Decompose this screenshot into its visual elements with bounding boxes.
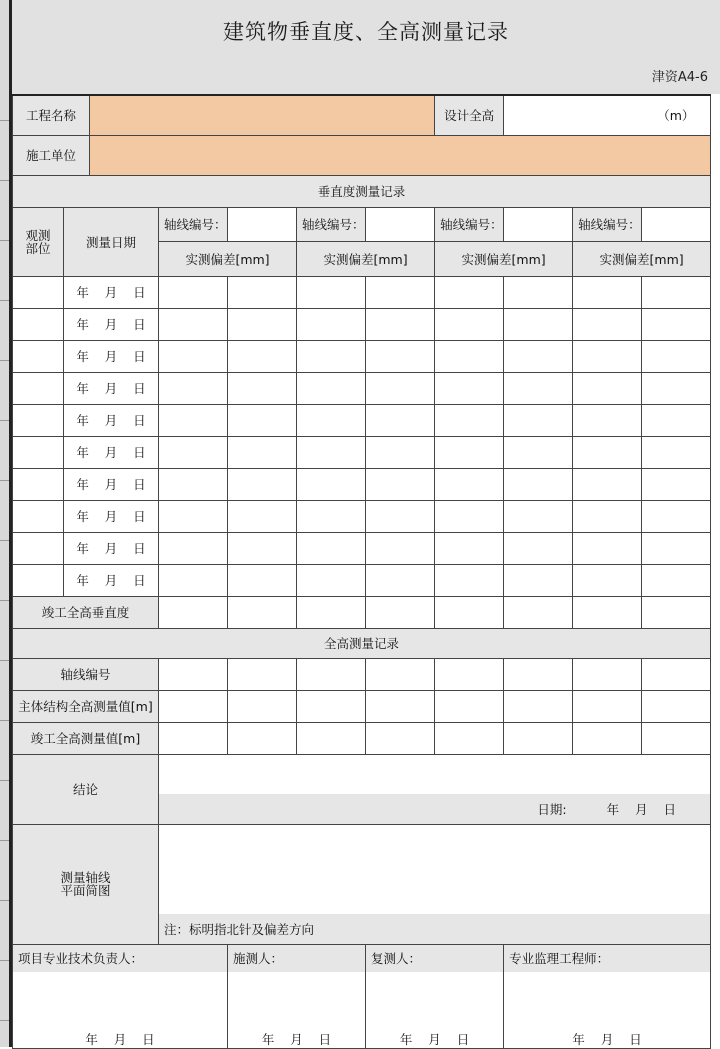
value-cell[interactable] <box>642 436 711 468</box>
value-cell[interactable] <box>642 722 711 754</box>
value-cell[interactable] <box>228 564 297 596</box>
value-cell[interactable] <box>297 308 366 340</box>
date-cell[interactable]: 年 月 日 <box>64 276 159 308</box>
observe-part-cell[interactable] <box>13 276 64 308</box>
value-cell[interactable] <box>642 564 711 596</box>
verticality-section-title: 垂直度测量记录 <box>13 175 711 207</box>
sign-tech-lead-label: 项目专业技术负责人： <box>13 944 228 972</box>
conclusion-label: 结论 <box>13 754 159 824</box>
completion-height-label: 竣工全高测量值[m] <box>13 722 159 754</box>
value-cell[interactable] <box>159 372 228 404</box>
value-cell[interactable] <box>435 308 504 340</box>
observe-part-cell[interactable] <box>13 468 64 500</box>
value-cell[interactable] <box>228 500 297 532</box>
value-cell[interactable] <box>573 722 642 754</box>
value-cell[interactable] <box>159 468 228 500</box>
conclusion-input[interactable] <box>159 754 711 794</box>
value-cell[interactable] <box>228 722 297 754</box>
date-cell[interactable]: 年 月 日 <box>64 436 159 468</box>
measurement-form <box>12 94 711 1049</box>
value-cell[interactable] <box>642 500 711 532</box>
value-cell[interactable] <box>366 308 435 340</box>
value-cell[interactable] <box>435 532 504 564</box>
value-cell[interactable] <box>159 532 228 564</box>
value-cell[interactable] <box>435 404 504 436</box>
axis-no-label-4: 轴线编号： <box>573 207 642 241</box>
value-cell[interactable] <box>435 564 504 596</box>
value-cell[interactable] <box>228 690 297 722</box>
sign-reviewer-label: 复测人： <box>366 944 504 972</box>
value-cell[interactable] <box>504 276 573 308</box>
measure-date-label: 测量日期 <box>64 207 159 276</box>
design-height-unit: （m） <box>642 95 711 135</box>
design-height-label: 设计全高 <box>435 95 504 135</box>
table-row <box>13 436 711 468</box>
value-cell[interactable] <box>573 372 642 404</box>
value-cell[interactable] <box>504 690 573 722</box>
table-row <box>13 468 711 500</box>
value-cell[interactable] <box>297 532 366 564</box>
height-section-title: 全高测量记录 <box>13 628 711 658</box>
value-cell[interactable] <box>366 722 435 754</box>
sign-tech-lead-date[interactable]: 年 月 日 <box>13 972 228 1048</box>
date-label: 日期: <box>159 794 573 824</box>
value-cell[interactable] <box>504 340 573 372</box>
value-cell[interactable] <box>228 596 297 628</box>
table-row <box>13 372 711 404</box>
value-cell[interactable] <box>159 658 228 690</box>
value-cell[interactable] <box>366 372 435 404</box>
value-cell[interactable] <box>435 500 504 532</box>
observe-part-cell[interactable] <box>13 308 64 340</box>
value-cell[interactable] <box>366 658 435 690</box>
value-cell[interactable] <box>228 340 297 372</box>
form-code: 津资A4-6 <box>651 70 708 85</box>
main-structure-height-label: 主体结构全高测量值[m] <box>13 690 159 722</box>
table-row <box>13 276 711 308</box>
observe-part-cell[interactable] <box>13 340 64 372</box>
value-cell[interactable] <box>159 690 228 722</box>
table-row <box>13 340 711 372</box>
value-cell[interactable] <box>504 468 573 500</box>
observe-part-cell[interactable] <box>13 372 64 404</box>
value-cell[interactable] <box>228 372 297 404</box>
project-name-label: 工程名称 <box>13 95 90 135</box>
value-cell[interactable] <box>642 596 711 628</box>
plan-note: 注：标明指北针及偏差方向 <box>159 914 711 944</box>
value-cell[interactable] <box>435 722 504 754</box>
sign-supervisor-date[interactable]: 年 月 日 <box>504 972 711 1048</box>
value-cell[interactable] <box>573 404 642 436</box>
value-cell[interactable] <box>504 722 573 754</box>
value-cell[interactable] <box>228 404 297 436</box>
value-cell[interactable] <box>435 340 504 372</box>
value-cell[interactable] <box>297 722 366 754</box>
value-cell[interactable] <box>159 722 228 754</box>
form-title: 建筑物垂直度、全高测量记录 <box>223 20 509 44</box>
value-cell[interactable] <box>573 340 642 372</box>
value-cell[interactable] <box>573 690 642 722</box>
axis-no-input-1[interactable] <box>228 207 297 241</box>
axis-no-input-3[interactable] <box>504 207 573 241</box>
value-cell[interactable] <box>366 564 435 596</box>
value-cell[interactable] <box>228 532 297 564</box>
axis-no-label-2: 轴线编号： <box>297 207 366 241</box>
project-name-input[interactable] <box>90 95 435 135</box>
axis-no-label-3: 轴线编号： <box>435 207 504 241</box>
value-cell[interactable] <box>435 372 504 404</box>
value-cell[interactable] <box>504 658 573 690</box>
construction-unit-input[interactable] <box>90 135 711 175</box>
value-cell[interactable] <box>642 372 711 404</box>
table-row <box>13 500 711 532</box>
value-cell[interactable] <box>573 308 642 340</box>
value-cell[interactable] <box>642 308 711 340</box>
axis-no-label-height: 轴线编号 <box>13 658 159 690</box>
value-cell[interactable] <box>435 436 504 468</box>
table-row <box>13 404 711 436</box>
observe-part-cell[interactable] <box>13 564 64 596</box>
deviation-label-4: 实测偏差[mm] <box>573 241 711 276</box>
value-cell[interactable] <box>228 436 297 468</box>
value-cell[interactable] <box>297 372 366 404</box>
sign-reviewer-date[interactable]: 年 月 日 <box>366 972 504 1048</box>
value-cell[interactable] <box>159 596 228 628</box>
axis-no-label-1: 轴线编号： <box>159 207 228 241</box>
value-cell[interactable] <box>297 404 366 436</box>
value-cell[interactable] <box>297 436 366 468</box>
observe-part-cell[interactable] <box>13 500 64 532</box>
axis-no-input-2[interactable] <box>366 207 435 241</box>
sign-supervisor-label: 专业监理工程师： <box>504 944 711 972</box>
value-cell[interactable] <box>366 468 435 500</box>
value-cell[interactable] <box>573 500 642 532</box>
value-cell[interactable] <box>573 436 642 468</box>
design-height-input[interactable] <box>504 95 642 135</box>
value-cell[interactable] <box>366 404 435 436</box>
value-cell[interactable] <box>228 468 297 500</box>
value-cell[interactable] <box>504 564 573 596</box>
value-cell[interactable] <box>297 690 366 722</box>
value-cell[interactable] <box>504 436 573 468</box>
value-cell[interactable] <box>159 340 228 372</box>
value-cell[interactable] <box>573 658 642 690</box>
value-cell[interactable] <box>504 532 573 564</box>
axis-no-input-4[interactable] <box>642 207 711 241</box>
plan-sketch-area[interactable] <box>159 824 711 914</box>
value-cell[interactable] <box>366 690 435 722</box>
observe-part-label: 观测 部位 <box>13 207 64 276</box>
value-cell[interactable] <box>297 500 366 532</box>
value-cell[interactable] <box>435 690 504 722</box>
value-cell[interactable] <box>159 436 228 468</box>
value-cell[interactable] <box>297 468 366 500</box>
value-cell[interactable] <box>642 468 711 500</box>
value-cell[interactable] <box>228 276 297 308</box>
form-header <box>12 0 720 94</box>
table-row <box>13 308 711 340</box>
value-cell[interactable] <box>642 404 711 436</box>
plan-sketch-label: 测量轴线 平面简图 <box>13 824 159 944</box>
value-cell[interactable] <box>504 500 573 532</box>
value-cell[interactable] <box>366 596 435 628</box>
sign-surveyor-label: 施测人： <box>228 944 366 972</box>
value-cell[interactable] <box>435 468 504 500</box>
value-cell[interactable] <box>435 596 504 628</box>
value-cell[interactable] <box>504 372 573 404</box>
date-cell[interactable]: 年 月 日 <box>64 500 159 532</box>
value-cell[interactable] <box>573 276 642 308</box>
date-cell[interactable]: 年 月 日 <box>64 340 159 372</box>
sign-surveyor-date[interactable]: 年 月 日 <box>228 972 366 1048</box>
value-cell[interactable] <box>159 404 228 436</box>
value-cell[interactable] <box>435 276 504 308</box>
observe-part-cell[interactable] <box>13 436 64 468</box>
value-cell[interactable] <box>504 404 573 436</box>
value-cell[interactable] <box>573 532 642 564</box>
date-cell[interactable]: 年 月 日 <box>64 372 159 404</box>
deviation-label-1: 实测偏差[mm] <box>159 241 297 276</box>
date-cell[interactable]: 年 月 日 <box>64 404 159 436</box>
observe-part-cell[interactable] <box>13 404 64 436</box>
value-cell[interactable] <box>642 690 711 722</box>
value-cell[interactable] <box>228 658 297 690</box>
value-cell[interactable] <box>366 500 435 532</box>
value-cell[interactable] <box>159 308 228 340</box>
value-cell[interactable] <box>297 596 366 628</box>
value-cell[interactable] <box>642 658 711 690</box>
sheet-row-gutter <box>0 0 12 1047</box>
value-cell[interactable] <box>642 276 711 308</box>
value-cell[interactable] <box>573 468 642 500</box>
value-cell[interactable] <box>159 564 228 596</box>
value-cell[interactable] <box>366 340 435 372</box>
value-cell[interactable] <box>366 276 435 308</box>
date-cell[interactable]: 年 月 日 <box>64 532 159 564</box>
observe-part-cell[interactable] <box>13 532 64 564</box>
value-cell[interactable] <box>504 308 573 340</box>
deviation-label-2: 实测偏差[mm] <box>297 241 435 276</box>
value-cell[interactable] <box>504 596 573 628</box>
value-cell[interactable] <box>435 658 504 690</box>
value-cell[interactable] <box>573 564 642 596</box>
value-cell[interactable] <box>159 276 228 308</box>
value-cell[interactable] <box>297 658 366 690</box>
value-cell[interactable] <box>366 436 435 468</box>
date-cell[interactable]: 年 月 日 <box>64 308 159 340</box>
table-row <box>13 564 711 596</box>
value-cell[interactable] <box>297 340 366 372</box>
table-row <box>13 532 711 564</box>
value-cell[interactable] <box>642 340 711 372</box>
value-cell[interactable] <box>366 532 435 564</box>
value-cell[interactable] <box>297 276 366 308</box>
completion-verticality-label: 竣工全高垂直度 <box>13 596 159 628</box>
deviation-label-3: 实测偏差[mm] <box>435 241 573 276</box>
date-cell[interactable]: 年 月 日 <box>64 468 159 500</box>
value-cell[interactable] <box>573 596 642 628</box>
date-cell[interactable]: 年 月 日 <box>64 564 159 596</box>
value-cell[interactable] <box>228 308 297 340</box>
construction-unit-label: 施工单位 <box>13 135 90 175</box>
value-cell[interactable] <box>642 532 711 564</box>
value-cell[interactable] <box>297 564 366 596</box>
value-cell[interactable] <box>159 500 228 532</box>
conclusion-date[interactable]: 年 月 日 <box>573 794 711 824</box>
